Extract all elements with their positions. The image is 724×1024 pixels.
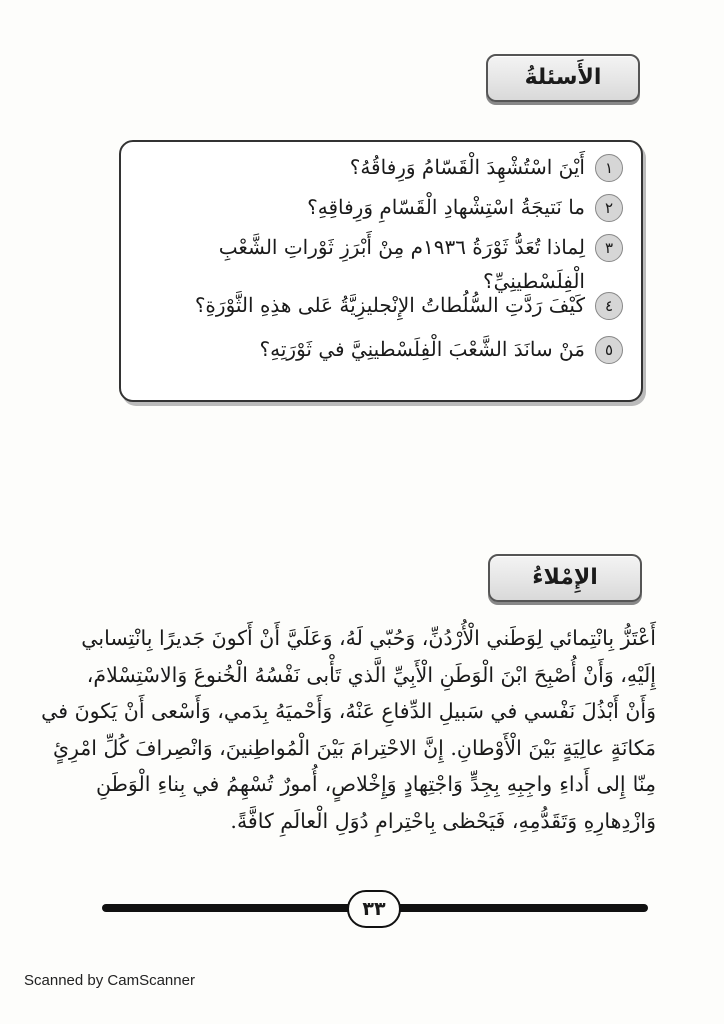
question-text: كَيْفَ رَدَّتِ السُّلُطاتُ الإِنْجليزِيَّةُ عَلى هذِهِ الثَّوْرَةِ؟ <box>194 293 585 317</box>
dictation-line: وَأَنْ أَبْذُلَ نَفْسي في سَبيلِ الدِّفاعِ عَنْهُ، وَأَحْميَهُ بِدَمي، وَأَسْعى أَنْ يَكونَ في <box>41 699 656 723</box>
dictation-line: مَكانَةٍ عالِيَةٍ بَيْنَ الْأَوْطانِ. إِنَّ الاحْتِرامَ بَيْنَ الْمُواطِنينَ، وَانْصِرافَ كُلِّ امْرِئٍ <box>52 735 656 760</box>
question-number: ٢ <box>595 194 623 222</box>
question-number: ٤ <box>595 292 623 320</box>
dictation-paragraph <box>41 620 656 839</box>
question-text: أَيْنَ اسْتُشْهِدَ الْقَسّامُ وَرِفاقُهُ؟ <box>349 155 585 179</box>
question-number: ٥ <box>595 336 623 364</box>
questions-box <box>119 140 643 402</box>
question-item <box>145 332 623 366</box>
question-number: ١ <box>595 154 623 182</box>
dictation-header: الإِمْلاءُ <box>488 554 642 602</box>
question-item <box>307 190 623 224</box>
scanner-watermark: Scanned by CamScanner <box>24 972 195 989</box>
dictation-line: إِلَيْهِ، وَأَنْ أُصْبِحَ ابْنَ الْوَطَنِ الْأَبِيِّ الَّذي تَأْبى نَفْسُهُ الْخُنوعَ وَالاسْتِسْلامَ، <box>86 662 656 687</box>
question-number: ٣ <box>595 234 623 262</box>
dictation-line: وَازْدِهارِهِ وَتَقَدُّمِهِ، فَيَحْظى بِاحْتِرامِ دُوَلِ الْعالَمِ كافَّةً. <box>230 808 656 833</box>
page-number: ٣٣ <box>347 890 401 928</box>
question-item <box>145 288 623 322</box>
question-item <box>350 150 623 184</box>
dictation-line: مِنّا إِلى أَداءِ واجِبِهِ بِجِدٍّ وَاجْتِهادٍ وَإِخْلاصٍ، أُمورٌ تُسْهِمُ في بِناءِ الْوَطَنِ <box>96 772 656 796</box>
dictation-line: أَعْتَزُّ بِانْتِمائي لِوَطَني الْأُرْدُنِّ، وَحُبّي لَهُ، وَعَلَيَّ أَنْ أَكونَ جَديرًا بِانْتِسابي <box>81 626 656 650</box>
question-text: لِماذا تُعَدُّ ثَوْرَةُ ١٩٣٦م مِنْ أَبْرَزِ ثَوْراتِ الشَّعْبِ الْفِلَسْطينِيِّ؟ <box>218 235 585 293</box>
question-text: ما نَتيجَةُ اسْتِشْهادِ الْقَسّامِ وَرِفاقِهِ؟ <box>307 195 585 219</box>
question-text: مَنْ سانَدَ الشَّعْبَ الْفِلَسْطينِيَّ في ثَوْرَتِهِ؟ <box>259 337 585 361</box>
questions-header: الأَسئلةُ <box>486 54 640 102</box>
